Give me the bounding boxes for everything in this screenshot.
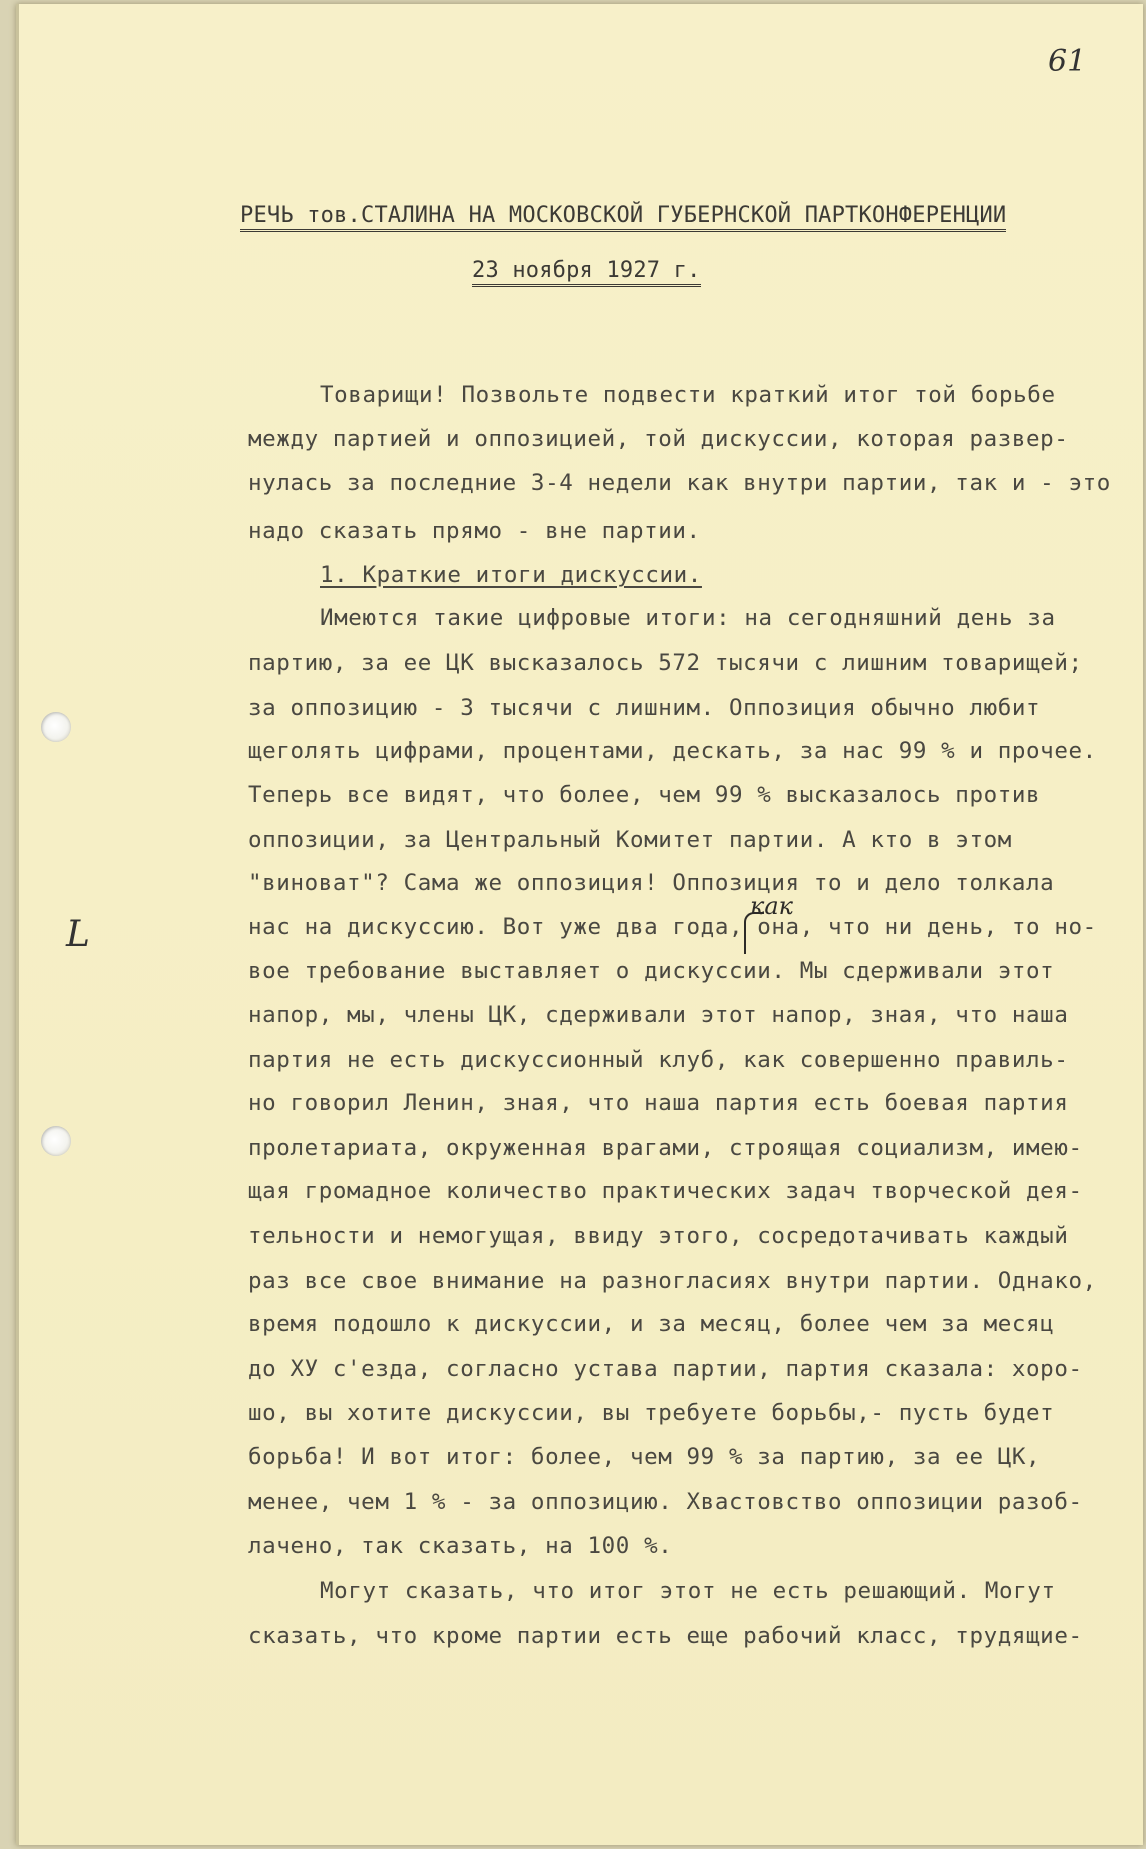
body-line: партия не есть дискуссионный клуб, как совершенно правиль- [248, 1047, 1069, 1073]
body-line: сказать, что кроме партии есть еще рабочий класс, трудящие- [248, 1623, 1083, 1649]
body-line: Теперь все видят, что более, чем 99 % высказалось против [248, 782, 1041, 808]
page-number: 61 [1048, 44, 1087, 79]
body-line: лачено, так сказать, на 100 %. [248, 1533, 673, 1559]
body-line: оппозиции, за Центральный Комитет партии. А кто в этом [248, 827, 1012, 853]
body-line: вое требование выставляет о дискуссии. Мы сдерживали этот [248, 958, 1055, 984]
body-line: нас на дискуссию. Вот уже два года, она, что ни день, то но- [248, 914, 1097, 940]
body-line: надо сказать прямо - вне партии. [248, 518, 701, 544]
document-date: 23 ноября 1927 г. [472, 258, 701, 287]
document-title: РЕЧЬ тов.СТАЛИНА НА МОСКОВСКОЙ ГУБЕРНСКОЙ ПАРТКОНФЕРЕНЦИИ [240, 203, 1006, 232]
body-line: между партией и оппозицией, той дискуссии, которая развер- [248, 426, 1069, 452]
body-line: шо, вы хотите дискуссии, вы требуете борьбы,- пусть будет [248, 1400, 1055, 1426]
body-line: борьба! И вот итог: более, чем 99 % за партию, за ее ЦК, [248, 1444, 1041, 1470]
margin-annotation: L [66, 914, 90, 955]
body-line: напор, мы, члены ЦК, сдерживали этот напор, зная, что наша [248, 1002, 1069, 1028]
punch-hole-bottom [41, 1126, 71, 1156]
body-line: но говорил Ленин, зная, что наша партия есть боевая партия [248, 1090, 1069, 1116]
body-line: Товарищи! Позвольте подвести краткий итог той борьбе [320, 382, 1056, 408]
body-line: щеголять цифрами, процентами, дескать, за нас 99 % и прочее. [248, 738, 1097, 764]
section-heading: 1. Краткие итоги дискуссии. [320, 562, 702, 588]
body-line: за оппозицию - 3 тысячи с лишним. Оппозиция обычно любит [248, 695, 1041, 721]
body-line: до ХУ с'езда, согласно устава партии, партия сказала: хоро- [248, 1356, 1083, 1382]
body-line: пролетариата, окруженная врагами, строящая социализм, имею- [248, 1135, 1083, 1161]
body-line: менее, чем 1 % - за оппозицию. Хвастовство оппозиции разоб- [248, 1489, 1083, 1515]
body-line: раз все свое внимание на разногласиях внутри партии. Однако, [248, 1268, 1097, 1294]
handwritten-insert-word: как [750, 892, 793, 920]
body-line: "виноват"? Сама же оппозиция! Оппозиция то и дело толкала [248, 870, 1055, 896]
body-line: Могут сказать, что итог этот не есть решающий. Могут [320, 1578, 1056, 1604]
body-line: партию, за ее ЦК высказалось 572 тысячи с лишним товарищей; [248, 650, 1083, 676]
punch-hole-top [41, 712, 71, 742]
body-line: время подошло к дискуссии, и за месяц, более чем за месяц [248, 1311, 1055, 1337]
body-line: нулась за последние 3-4 недели как внутри партии, так и - это [248, 470, 1111, 496]
body-line: тельности и немогущая, ввиду этого, сосредотачивать каждый [248, 1223, 1069, 1249]
body-line: щая громадное количество практических задач творческой дея- [248, 1178, 1083, 1204]
body-line: Имеются такие цифровые итоги: на сегодняшний день за [320, 605, 1056, 631]
